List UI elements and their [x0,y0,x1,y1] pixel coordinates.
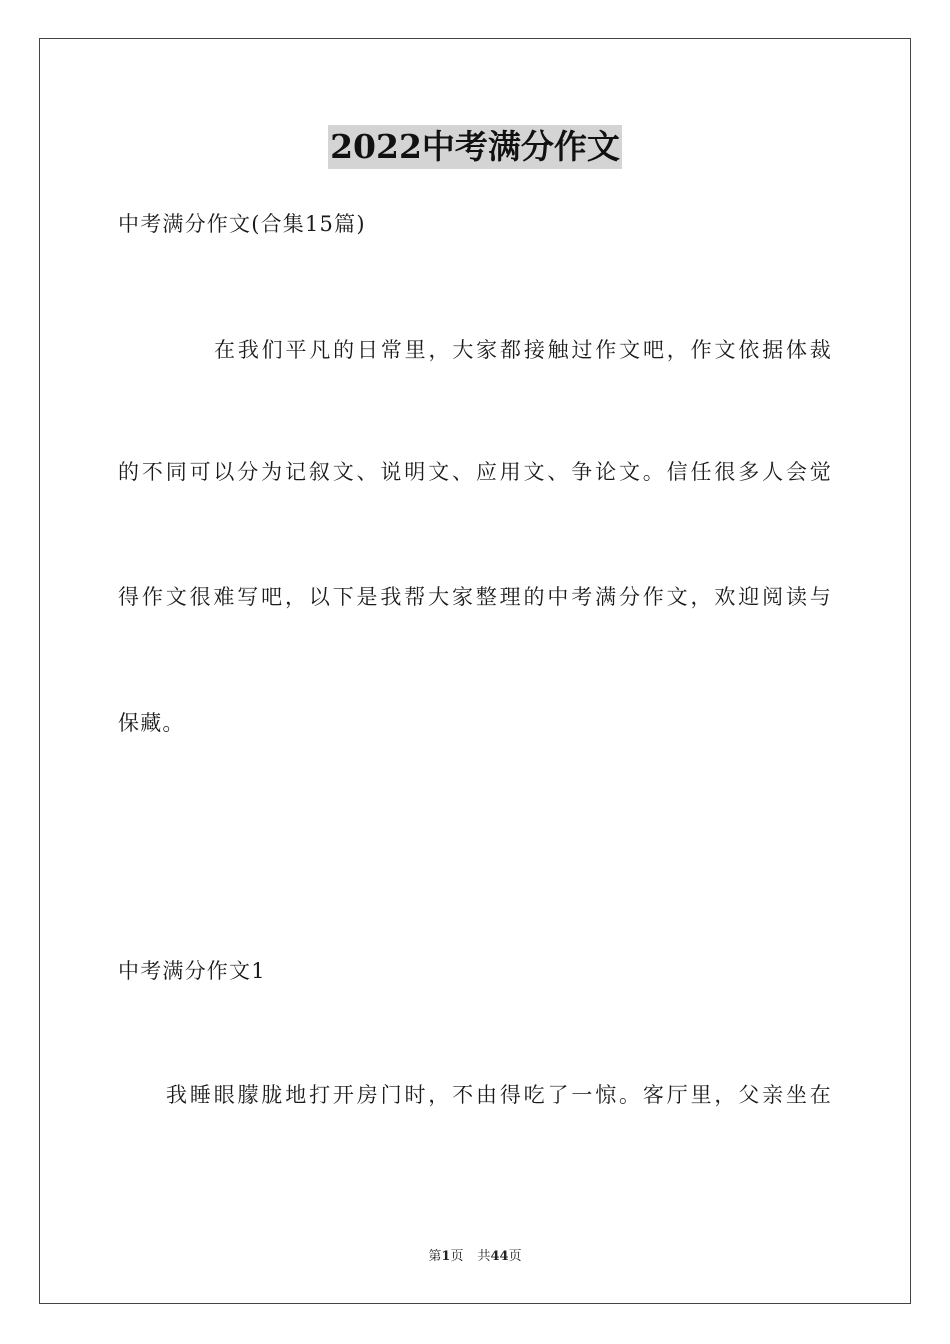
footer-page-total: 44 [490,1249,509,1264]
footer-page-current: 1 [441,1249,451,1264]
page-footer [0,1248,950,1266]
intro-line-2: 的不同可以分为记叙文、说明文、应用文、争论文。信任很多人会觉 [118,460,832,484]
footer-page-mid: 页 [450,1249,464,1264]
intro-line-4: 保藏。 [118,711,185,735]
title-container [0,125,950,169]
document-title: 2022中考满分作文 [328,125,622,169]
body-line-1: 我睡眼朦胧地打开房门时，不由得吃了一惊。客厅里，父亲坐在 [166,1083,832,1107]
footer-total-prefix: 共 [477,1249,491,1264]
section-heading: 中考满分作文1 [118,959,266,983]
footer-page-prefix: 第 [428,1249,442,1264]
document-subtitle: 中考满分作文(合集15篇) [118,212,366,236]
intro-line-1: 在我们平凡的日常里，大家都接触过作文吧，作文依据体裁 [214,338,832,362]
intro-line-3: 得作文很难写吧，以下是我帮大家整理的中考满分作文，欢迎阅读与 [118,585,832,609]
footer-total-suffix: 页 [508,1249,522,1264]
